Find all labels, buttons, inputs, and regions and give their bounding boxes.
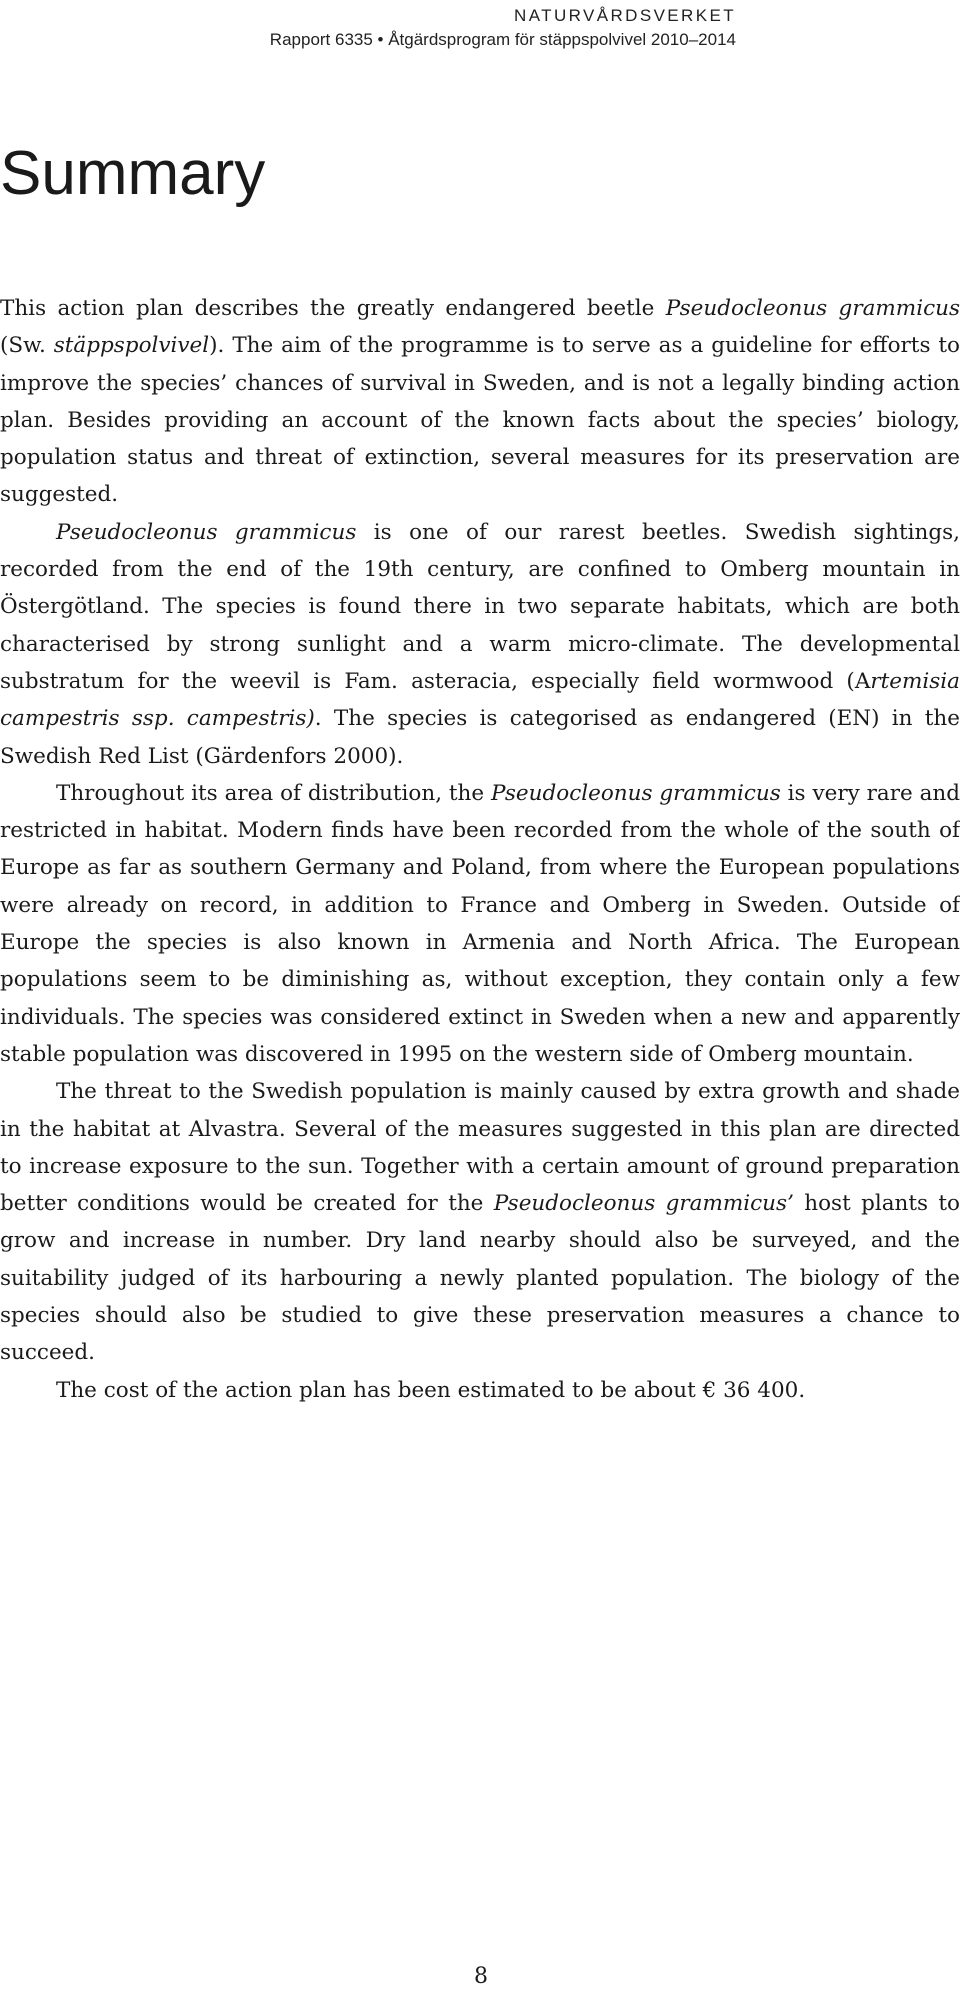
publisher-name: NATURVÅRDSVERKET [514,6,736,25]
page-header [270,4,736,52]
paragraph-1-text-2: (Sw. [0,333,54,359]
paragraph-2-text-1: is one of our rarest beetles. Swedish sightings, recorded from the end of the 19th century, are confined to Omberg mountain in Östergötland. The species is found there in two separate habitats, which are both characterised by strong sunlight and a warm micro-climate. The developmental substratum for the weevil is Fam. asteracia, especially field wormwood (A [0,519,960,694]
paragraph-3-text-1: Throughout its area of distribution, the [56,780,491,806]
paragraph-3-text-2: is very rare and restricted in habitat. Modern finds have been recorded from the whole of the south of Europe as far as southern Germany and Poland, from where the European populations were already on record, in addition to France and Omberg in Sweden. Outside of Europe the species is also known in Armenia and North Africa. The European populations seem to be diminishing as, without exception, they contain only a few individuals. The species was considered extinct in Sweden when a new and apparently stable population was discovered in 1995 on the western side of Omberg mountain. [0,780,960,1067]
paragraph-2-text-2: . The species is categorised as endangered (EN) in the Swedish Red List (Gärdenfors 2000). [0,706,960,769]
species-name: Pseudocleonus grammicus [56,519,357,545]
species-name: Pseudocleonus grammicus [491,780,781,806]
paragraph-4-text-2: host plants to grow and increase in number. Dry land nearby should also be surveyed, and the suitability judged of its harbouring a newly planted population. The biology of the species should also be studied to give these preservation measures a chance to succeed. [0,1191,960,1366]
report-reference: Rapport 6335 • Åtgärdsprogram för stäppspolvivel 2010–2014 [269,30,736,49]
summary-body [0,290,960,1409]
paragraph-3 [0,775,960,1073]
plant-name: rtemisia campestris ssp. campestris) [0,668,960,732]
paragraph-1-text-1: This action plan describes the greatly endangered beetle [0,296,666,321]
swedish-name: stäppspolvivel [53,333,210,359]
page-title: Summary [0,139,266,208]
paragraph-5-text-1: The cost of the action plan has been estimated to be about € 36 400. [56,1377,806,1403]
page-number: 8 [474,1964,488,1989]
paragraph-4 [0,1073,960,1371]
paragraph-4-text-1: The threat to the Swedish population is mainly caused by extra growth and shade in the habitat at Alvastra. Several of the measures suggested in this plan are directed to increase exposure to the sun. Together with a certain amount of ground preparation better conditions would be created for the [0,1079,960,1217]
species-name: Pseudocleonus grammicus’ [493,1191,794,1217]
paragraph-5 [0,1372,960,1409]
paragraph-1-text-3: ). The aim of the programme is to serve as a guideline for efforts to improve the species’ chances of survival in Sweden, and is not a legally binding action plan. Besides providing an account of the known facts about the species’ biology, population status and threat of extinction, several measures for its preservation are suggested. [0,333,960,508]
paragraph-2 [0,514,960,775]
paragraph-1 [0,290,960,514]
species-name: Pseudocleonus grammicus [665,296,960,321]
